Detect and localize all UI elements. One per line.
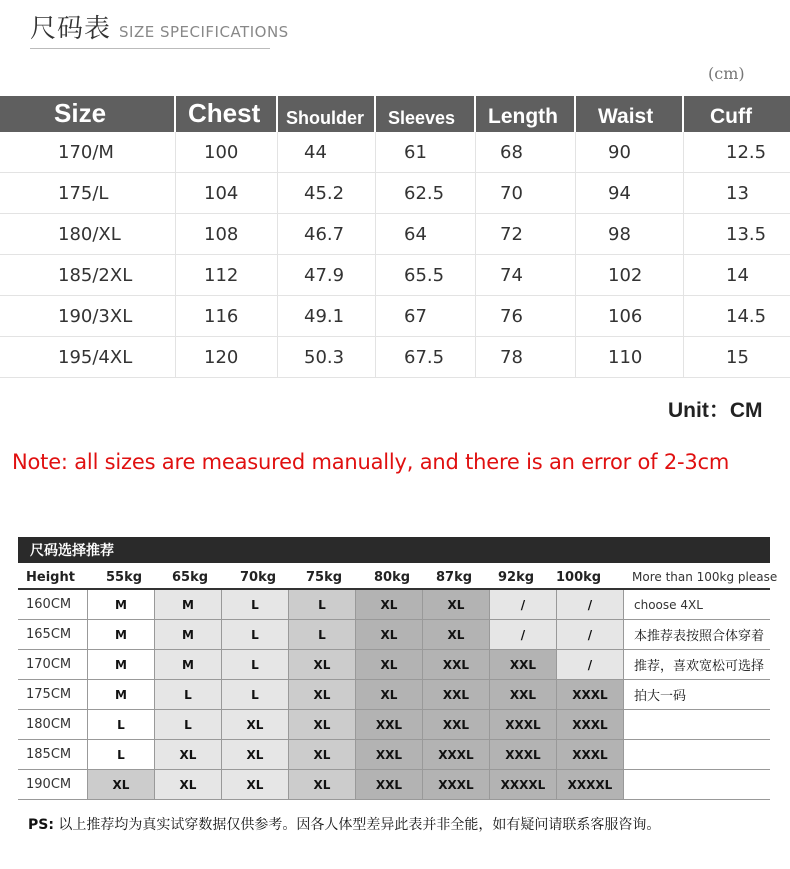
cell-length: 68 <box>476 132 576 172</box>
cell-shoulder: 46.7 <box>278 214 376 254</box>
more-than-note: More than 100kg please <box>632 570 778 584</box>
weight-label: 87kg <box>436 570 473 585</box>
size-cell: XL <box>289 710 356 739</box>
height-cell: 160CM <box>18 590 88 619</box>
title <box>30 8 289 44</box>
size-cell: XL <box>289 740 356 769</box>
table-row <box>18 710 770 740</box>
ps-label: PS: <box>28 817 54 833</box>
header-cuff: Cuff <box>710 105 752 128</box>
size-cell: XXXL <box>557 710 624 739</box>
cell-chest: 112 <box>176 255 278 295</box>
size-cell: M <box>155 590 222 619</box>
unit-label-top: (cm) <box>708 64 745 83</box>
cell-shoulder: 45.2 <box>278 173 376 213</box>
size-cell: L <box>289 620 356 649</box>
header-waist: Waist <box>576 96 684 132</box>
size-cell: M <box>88 680 155 709</box>
size-cell: XXL <box>423 650 490 679</box>
title-english: SIZE SPECIFICATIONS <box>119 23 289 41</box>
cell-size: 170/M <box>0 132 176 172</box>
table-row <box>18 650 770 680</box>
size-cell: / <box>557 620 624 649</box>
ps-text: 以上推荐均为真实试穿数据仅供参考。因各人体型差异此表并非全能，如有疑问请联系客服咨询。 <box>58 817 661 833</box>
cell-size: 190/3XL <box>0 296 176 336</box>
height-cell: 165CM <box>18 620 88 649</box>
height-cell: 185CM <box>18 740 88 769</box>
size-cell: M <box>155 650 222 679</box>
size-cell: XXXL <box>557 740 624 769</box>
size-cell: XXL <box>356 770 423 799</box>
size-cell: XL <box>356 620 423 649</box>
cell-length: 76 <box>476 296 576 336</box>
size-cell: XXL <box>356 710 423 739</box>
size-cell: XL <box>155 770 222 799</box>
size-cell: M <box>155 620 222 649</box>
unit-label: Unit：CM <box>668 399 763 422</box>
recommend-header: 尺码选择推荐 <box>18 537 770 563</box>
size-cell: XXXL <box>423 740 490 769</box>
size-cell: XXL <box>356 740 423 769</box>
height-cell: 180CM <box>18 710 88 739</box>
cell-length: 70 <box>476 173 576 213</box>
size-cell: L <box>88 740 155 769</box>
cell-shoulder: 47.9 <box>278 255 376 295</box>
table-row <box>0 296 790 337</box>
weight-header-row <box>18 566 778 588</box>
height-cell: 170CM <box>18 650 88 679</box>
size-cell: XL <box>289 770 356 799</box>
height-cell: 190CM <box>18 770 88 799</box>
cell-chest: 120 <box>176 337 278 377</box>
cell-cuff: 12.5 <box>726 141 767 163</box>
table-row <box>18 770 770 800</box>
size-table-header <box>0 96 790 132</box>
cell-sleeves: 67 <box>376 296 476 336</box>
header-chest: Chest <box>176 96 278 132</box>
size-cell: XXXXL <box>490 770 557 799</box>
cell-chest: 108 <box>176 214 278 254</box>
weight-label: 55kg <box>106 570 143 585</box>
size-cell: XXXL <box>423 770 490 799</box>
table-row <box>18 740 770 770</box>
size-cell: XL <box>423 620 490 649</box>
cell-waist: 90 <box>576 132 684 172</box>
size-cell: XXXL <box>490 740 557 769</box>
table-row <box>18 590 770 620</box>
cell-sleeves: 62.5 <box>376 173 476 213</box>
size-cell: XL <box>155 740 222 769</box>
size-cell: XXL <box>423 680 490 709</box>
table-row <box>18 680 770 710</box>
recommend-note <box>624 770 770 799</box>
cell-length: 72 <box>476 214 576 254</box>
cell-shoulder: 50.3 <box>278 337 376 377</box>
recommend-note: 拍大一码 <box>634 689 687 704</box>
cell-sleeves: 65.5 <box>376 255 476 295</box>
header-size: Size <box>0 96 176 132</box>
size-cell: XL <box>356 680 423 709</box>
size-cell: M <box>88 590 155 619</box>
size-cell: / <box>557 590 624 619</box>
size-cell: M <box>88 650 155 679</box>
cell-waist: 102 <box>576 255 684 295</box>
cell-chest: 100 <box>176 132 278 172</box>
cell-cuff: 14 <box>726 264 749 286</box>
size-cell: L <box>222 590 289 619</box>
size-cell: XL <box>289 680 356 709</box>
cell-size: 195/4XL <box>0 337 176 377</box>
size-cell: M <box>88 620 155 649</box>
table-row <box>0 255 790 296</box>
size-table <box>0 96 790 378</box>
title-divider <box>30 48 270 49</box>
size-cell: XXXXL <box>557 770 624 799</box>
cell-cuff: 13.5 <box>726 223 767 245</box>
recommend-note: 本推荐表按照合体穿着 <box>634 629 765 644</box>
size-cell: XL <box>356 650 423 679</box>
cell-chest: 104 <box>176 173 278 213</box>
weight-label: 80kg <box>374 570 411 585</box>
measurement-note: Note: all sizes are measured manually, and there is an error of 2-3cm <box>12 450 730 474</box>
table-row <box>0 337 790 378</box>
recommend-grid <box>18 588 770 800</box>
weight-label: 75kg <box>306 570 343 585</box>
cell-length: 74 <box>476 255 576 295</box>
size-cell: XL <box>423 590 490 619</box>
table-row <box>0 214 790 255</box>
size-cell: XXL <box>490 650 557 679</box>
weight-label: 92kg <box>498 570 535 585</box>
cell-shoulder: 44 <box>278 132 376 172</box>
cell-waist: 106 <box>576 296 684 336</box>
cell-length: 78 <box>476 337 576 377</box>
size-cell: XXXL <box>557 680 624 709</box>
size-cell: L <box>88 710 155 739</box>
size-cell: L <box>222 620 289 649</box>
size-cell: L <box>222 680 289 709</box>
cell-sleeves: 64 <box>376 214 476 254</box>
size-cell: XL <box>222 770 289 799</box>
cell-size: 175/L <box>0 173 176 213</box>
cell-sleeves: 67.5 <box>376 337 476 377</box>
cell-cuff: 13 <box>726 182 749 204</box>
weight-label: 65kg <box>172 570 209 585</box>
header-sleeves: Sleeves <box>376 96 476 132</box>
cell-size: 185/2XL <box>0 255 176 295</box>
recommend-note <box>624 710 770 739</box>
size-cell: XXL <box>423 710 490 739</box>
size-cell: / <box>490 590 557 619</box>
size-cell: L <box>155 710 222 739</box>
size-cell: XXL <box>490 680 557 709</box>
height-cell: 175CM <box>18 680 88 709</box>
recommend-note: choose 4XL <box>634 597 703 612</box>
size-cell: XL <box>222 710 289 739</box>
cell-chest: 116 <box>176 296 278 336</box>
table-row <box>0 132 790 173</box>
table-row <box>18 620 770 650</box>
cell-waist: 98 <box>576 214 684 254</box>
recommend-note: 推荐，喜欢宽松可选择 <box>634 659 765 674</box>
cell-cuff: 15 <box>726 346 749 368</box>
table-row <box>0 173 790 214</box>
size-cell: XL <box>356 590 423 619</box>
size-cell: XL <box>222 740 289 769</box>
cell-cuff: 14.5 <box>726 305 767 327</box>
size-cell: XXXL <box>490 710 557 739</box>
header-length: Length <box>476 96 576 132</box>
cell-shoulder: 49.1 <box>278 296 376 336</box>
cell-waist: 94 <box>576 173 684 213</box>
recommend-note <box>624 740 770 769</box>
size-cell: / <box>557 650 624 679</box>
weight-label: 100kg <box>556 570 602 585</box>
header-shoulder: Shoulder <box>278 96 376 132</box>
cell-size: 180/XL <box>0 214 176 254</box>
size-cell: / <box>490 620 557 649</box>
size-cell: L <box>289 590 356 619</box>
size-cell: L <box>155 680 222 709</box>
cell-waist: 110 <box>576 337 684 377</box>
size-cell: XL <box>88 770 155 799</box>
ps-note <box>28 814 660 834</box>
title-chinese: 尺码表 <box>30 14 112 44</box>
size-cell: L <box>222 650 289 679</box>
height-label: Height <box>26 570 75 585</box>
cell-sleeves: 61 <box>376 132 476 172</box>
size-cell: XL <box>289 650 356 679</box>
weight-label: 70kg <box>240 570 277 585</box>
